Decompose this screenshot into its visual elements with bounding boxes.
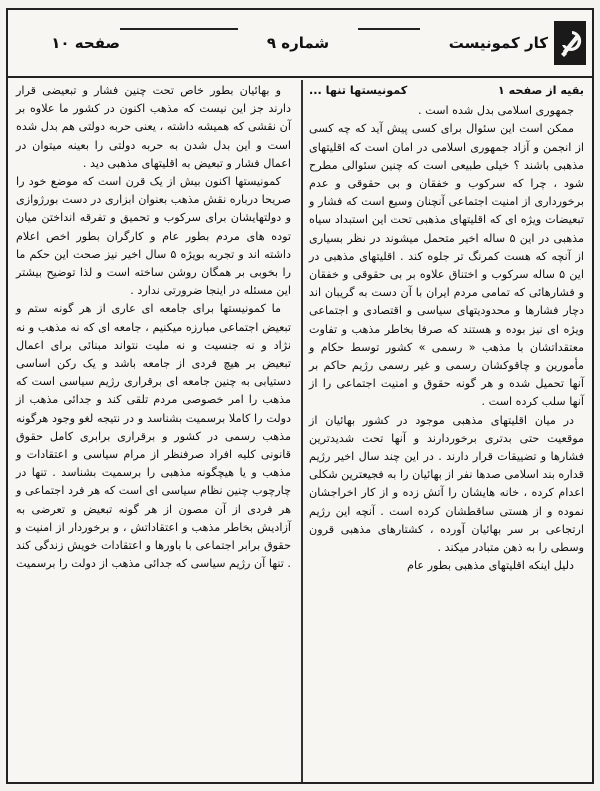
left-column — [12, 82, 295, 782]
paper-name: کار کمونیست — [448, 34, 548, 52]
hammer-sickle-icon — [554, 21, 586, 65]
column-divider — [301, 80, 303, 782]
masthead-rule — [120, 28, 238, 30]
continued-from: بقیه از صفحه ۱ — [497, 84, 584, 97]
masthead-rule — [358, 28, 420, 30]
issue-number: شماره ۹ — [266, 34, 330, 52]
paragraph: جمهوری اسلامی بدل شده است . — [418, 104, 574, 118]
page-number: صفحه ۱۰ — [51, 34, 120, 52]
paragraph: ما کمونیستها برای جامعه ای عاری از هر گونه ستم و تبعیض اجتماعی مبارزه میکنیم ، جامعه ای که نه مذهب و نه نژاد و نه جنسیت و نه ملیت نتواند مبنائی برای اعمال تبعیض بر هیچ فردی از جامعه باشد و یک رکن اساسی دستیابی به چنین جامعه ای برقراری رژیم سیاسی است که مذهب را امر خصوصی مردم تلقی کند و جدائی مذهب از دولت را کاملا برسمیت بشناسد و در نتیجه لغو وجود هرگونه مذهب رسمی در کشور و برقراری برابری کامل حقوق قانونی کلیه افراد صرفنظر از مرام سیاسی و اعتقادات و مذهب و یا هیچگونه مذهبی را برسمیت بشناسد . تنها در چارچوب چنین نظام سیاسی ای است که هر فرد اجتماعی و هر فردی از آن مصون از هر گونه تبعیض و تعرضی به آزادیش بخاطر مذهب و اعتقاداتش ، و برخوردار از امنیت و حقوق برابر اجتماعی با باورها و اعتقادات خویش زندگی کند . تنها آن رژیم سیاسی که جدائی مذهب از دولت را برسمیت — [16, 302, 291, 571]
article-heading — [309, 82, 584, 100]
masthead — [8, 10, 592, 78]
newspaper-page — [6, 8, 594, 784]
right-column — [305, 82, 588, 782]
paragraph: در میان اقلیتهای مذهبی موجود در کشور بهائیان از موقعیت حتی بدتری برخوردارند و آنها تحت شدیدترین فشارها و تضییقات قرار دارند . در این چند سال اخیر رژیم قداره بند اسلامی صدها نفر از بهائیان را به فجیعترین شکلی اعدام کرده ، خانه هایشان را آتش زده و از کار اخراجشان نموده و از هستی ساقطشان کرده است . آنچه این رژیم ارتجاعی بر سر بهائیان آورده ، کشتارهای مذهبی قرون وسطی را به ذهن متبادر میکند . — [309, 413, 584, 555]
paragraph: دلیل اینکه اقلیتهای مذهبی بطور عام — [407, 559, 574, 573]
masthead-logo — [417, 10, 592, 76]
article-title: کمونیستها تنها ... — [309, 84, 408, 97]
paragraph: و بهائیان بطور خاص تحت چنین فشار و تبعیضی قرار دارند جز این نیست که مذهب اکنون در کشور ما علاوه بر آن نقشی که همیشه داشته ، یعنی حربه دولتی هم بدل شده است و این بدل شدن به حربه دولتی را بعینه میتوان در اعمال فشار و تبعیض به اقلیتهای مذهبی دید . — [16, 84, 291, 170]
paragraph: ممکن است این سئوال برای کسی پیش آید که چه کسی از انجمن و آزاد جمهوری اسلامی در امان است که اقلیتهای مذهبی باشند ؟ خیلی طبیعی است که چنین سئوالی مطرح شود ، چرا که سرکوب و خفقان و بی حقوقی و عدم برخورداری از امنیت اجتماعی آنچنان وسیع است که فشار و تبعیضات ویژه ای که اقلیتهای مذهبی تحت این استبداد سیاه مذهبی در این ۵ ساله اخیر متحمل میشوند در نظر بسیاری از آنچه که هست کمرنگ تر جلوه کند . اقلیتهای مذهبی در این ۵ ساله سرکوب و اختناق علاوه بر بی حقوقی و خفقان و فشارهائی که تمامی مردم ایران با آن دست به گریبان اند دچار فشارها و محدودیتهای سیاسی و اقتصادی و اجتماعی ویژه ای نیز بوده و هستند که صرفا بخاطر مذهب و تفاوت معتقداتشان با مذهب « رسمی » کشور توسط حکام و مأمورین و چاقوکشان رسمی و غیر رسمی رژیم حاکم بر آنها تحمیل شده و هر گونه حقوق و امنیت اجتماعی را از آنها سلب کرده است . — [309, 122, 585, 409]
paragraph: کمونیستها اکنون بیش از یک قرن است که موضع خود را صریحا درباره نقش مذهب بعنوان ابزاری در دست بورژوازی و دولتهایشان برای سرکوب و تحمیق و تفرقه انداختن میان توده های مردم بطور عام و کارگران بطور اخص اعلام داشته اند و تجربه بویژه ۵ سال اخیر نیز صحت این حکم ما را بخوبی بر همگان روشن ساخته است و لذا توضیح بیشتر این مسئله در اینجا ضرورتی ندارد . — [16, 175, 291, 298]
